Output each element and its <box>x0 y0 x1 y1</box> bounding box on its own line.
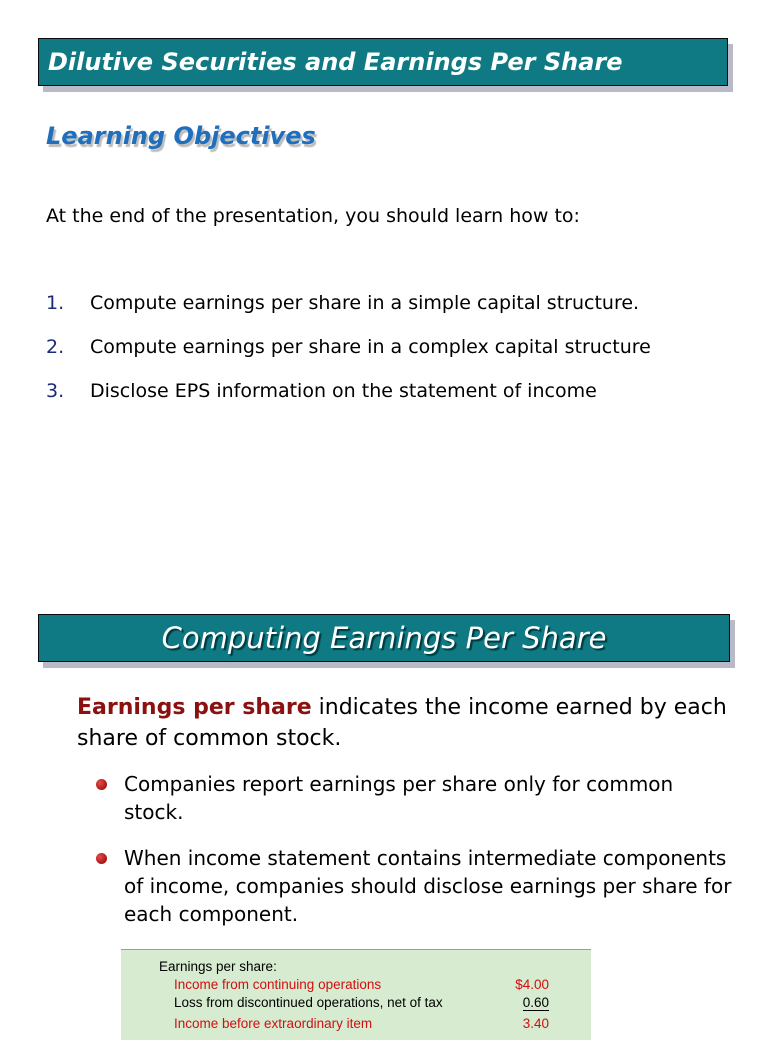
definition-text: indicates the income earned by each share of common stock. <box>77 695 727 751</box>
bullet-text: When income statement contains intermediate components of income, companies should disclose earnings per share for each component. <box>124 846 732 926</box>
eps-table-row <box>121 977 591 996</box>
definition-paragraph <box>77 692 727 754</box>
objective-item <box>46 380 651 424</box>
eps-table-row <box>121 995 591 1014</box>
eps-table-row <box>121 1016 591 1035</box>
eps-row-value: 3.40 <box>522 1016 549 1031</box>
objective-text: Compute earnings per share in a simple capital structure. <box>90 292 640 314</box>
eps-example-table <box>121 949 591 1040</box>
objective-number: 1. <box>46 292 65 314</box>
bullet-item <box>96 844 736 928</box>
bullet-text: Companies report earnings per share only for common stock. <box>124 772 674 824</box>
bullet-dot-icon <box>96 779 107 790</box>
eps-table-heading-row <box>121 959 591 978</box>
intro-text: At the end of the presentation, you should learn how to: <box>46 205 580 227</box>
eps-row-label: Income from continuing operations <box>174 977 382 992</box>
objective-number: 2. <box>46 336 65 358</box>
objective-item <box>46 292 651 336</box>
eps-row-value: $4.00 <box>515 977 549 992</box>
section-heading: Learning Objectives <box>46 122 316 150</box>
objective-text: Compute earnings per share in a complex capital structure <box>90 336 651 358</box>
bullet-list <box>96 770 736 946</box>
defined-term: Earnings per share <box>77 695 312 720</box>
eps-table-heading: Earnings per share: <box>159 959 277 974</box>
eps-row-value: 0.60 <box>522 995 549 1010</box>
objectives-list <box>46 292 651 424</box>
slide-computing-eps <box>0 588 768 1031</box>
objective-number: 3. <box>46 380 65 402</box>
eps-row-label: Loss from discontinued operations, net of tax <box>174 995 443 1010</box>
objective-text: Disclose EPS information on the statement of income <box>90 380 597 402</box>
bullet-item <box>96 770 736 826</box>
slide-title: Dilutive Securities and Earnings Per Share <box>38 38 728 86</box>
objective-item <box>46 336 651 380</box>
bullet-dot-icon <box>96 853 107 864</box>
slide-title: Computing Earnings Per Share <box>38 614 730 662</box>
eps-row-label: Income before extraordinary item <box>174 1016 373 1031</box>
